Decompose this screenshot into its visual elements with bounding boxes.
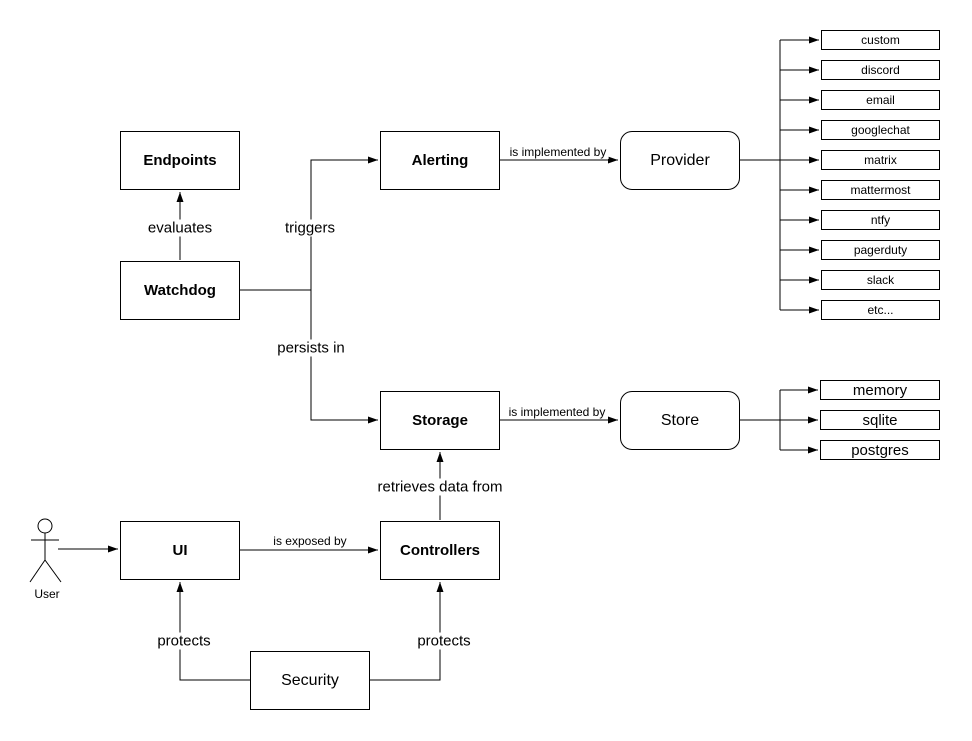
provider-impl-mattermost: mattermost xyxy=(821,180,940,200)
node-security: Security xyxy=(250,651,370,710)
provider-impl-list xyxy=(821,30,940,320)
node-store: Store xyxy=(620,391,740,450)
edge-label-storage-implemented-by: is implemented by xyxy=(508,405,606,419)
provider-impl-discord: discord xyxy=(821,60,940,80)
edge-security-controllers xyxy=(370,582,440,680)
edge-label-triggers: triggers xyxy=(284,219,336,237)
store-impl-postgres: postgres xyxy=(820,440,940,460)
node-storage: Storage xyxy=(380,391,500,450)
edge-label-protects-controllers: protects xyxy=(417,632,471,650)
edge-label-retrieves-data-from: retrieves data from xyxy=(377,478,503,496)
node-controllers: Controllers xyxy=(380,521,500,580)
node-watchdog: Watchdog xyxy=(120,261,240,320)
edge-label-protects-ui: protects xyxy=(157,632,211,650)
edge-label-evaluates: evaluates xyxy=(147,219,213,237)
edge-label-alerting-implemented-by: is implemented by xyxy=(509,145,607,159)
provider-impl-pagerduty: pagerduty xyxy=(821,240,940,260)
provider-impl-slack: slack xyxy=(821,270,940,290)
actor-user-label: User xyxy=(34,587,60,601)
node-endpoints: Endpoints xyxy=(120,131,240,190)
actor-user-icon xyxy=(30,519,61,582)
store-impl-list xyxy=(820,380,940,460)
node-alerting: Alerting xyxy=(380,131,500,190)
provider-impl-etc: etc... xyxy=(821,300,940,320)
provider-impl-email: email xyxy=(821,90,940,110)
node-ui: UI xyxy=(120,521,240,580)
edge-security-ui xyxy=(180,582,250,680)
provider-impl-custom: custom xyxy=(821,30,940,50)
provider-impl-googlechat: googlechat xyxy=(821,120,940,140)
edge-label-persists-in: persists in xyxy=(277,339,345,357)
store-impl-memory: memory xyxy=(820,380,940,400)
provider-impl-ntfy: ntfy xyxy=(821,210,940,230)
store-impl-sqlite: sqlite xyxy=(820,410,940,430)
edge-label-is-exposed-by: is exposed by xyxy=(273,534,347,548)
node-provider: Provider xyxy=(620,131,740,190)
provider-impl-matrix: matrix xyxy=(821,150,940,170)
